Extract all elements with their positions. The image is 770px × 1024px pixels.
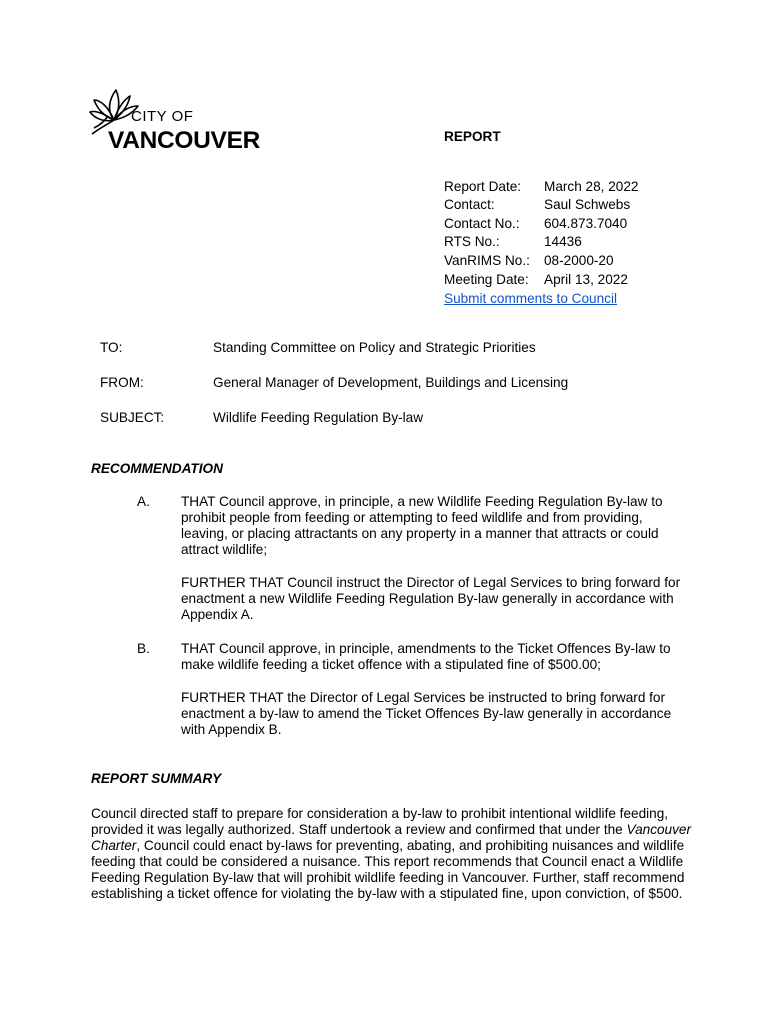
recommendation-heading: RECOMMENDATION xyxy=(91,461,223,476)
vanrims-no-value: 08-2000-20 xyxy=(544,253,614,268)
from-value: General Manager of Development, Buildings and Licensing xyxy=(213,375,569,390)
report-title: REPORT xyxy=(444,129,501,144)
logo-city-of-text: CITY OF xyxy=(131,108,194,125)
recommendation-a-paragraph-1: THAT Council approve, in principle, a new Wildlife Feeding Regulation By-law to prohibit people from feeding or attempting to feed wildlife and from providing, leaving, or placing attractants on any property in a manner that attracts or could attract wildlife; xyxy=(181,494,663,557)
recommendation-b-paragraph-1: THAT Council approve, in principle, amendments to the Ticket Offences By-law to make wildlife feeding a ticket offence with a stipulated fine of $500.00; xyxy=(181,641,671,672)
recommendation-a-letter: A. xyxy=(137,494,150,509)
contact-value: Saul Schwebs xyxy=(544,197,631,212)
summary-text-part-1: Council directed staff to prepare for consideration a by-law to prohibit intentional wildlife feeding, provided it was legally authorized. Staff undertook a review and confirmed that under the xyxy=(91,806,669,837)
rts-no-value: 14436 xyxy=(544,234,582,249)
vanrims-no-label: VanRIMS No.: xyxy=(444,253,530,268)
rts-no-label: RTS No.: xyxy=(444,234,500,249)
recommendation-b-paragraph-2: FURTHER THAT the Director of Legal Services be instructed to bring forward for enactment a by-law to amend the Ticket Offences By-law generally in accordance with Appendix B. xyxy=(181,690,672,737)
contact-no-value: 604.873.7040 xyxy=(544,216,628,231)
summary-text-part-2: , Council could enact by-laws for preventing, abating, and prohibiting nuisances and wildlife feeding that could be considered a nuisance. This report recommends that Council enact a Wildlife Feeding Regulation By-law that will prohibit wildlife feeding in Vancouver. Further, staff recommend establishing a ticket offence for violating the by-law with a stipulated fine, upon conviction, of $500. xyxy=(91,838,685,901)
summary-italic-vancouver-charter: Vancouver Charter xyxy=(91,822,691,853)
meeting-date-value: April 13, 2022 xyxy=(544,272,628,287)
submit-comments-link[interactable]: Submit comments to Council xyxy=(444,291,618,306)
subject-value: Wildlife Feeding Regulation By-law xyxy=(213,410,424,425)
recommendation-b-letter: B. xyxy=(137,641,150,656)
subject-label: SUBJECT: xyxy=(100,410,165,425)
report-summary-paragraph xyxy=(91,806,691,902)
to-value: Standing Committee on Policy and Strategic Priorities xyxy=(213,340,536,355)
from-label: FROM: xyxy=(100,375,144,390)
logo-vancouver-text: VANCOUVER xyxy=(108,127,261,154)
meeting-date-label: Meeting Date: xyxy=(444,272,529,287)
recommendation-a-paragraph-2: FURTHER THAT Council instruct the Director of Legal Services to bring forward for enactment a new Wildlife Feeding Regulation By-law generally in accordance with Appendix A. xyxy=(181,575,681,622)
to-label: TO: xyxy=(100,340,123,355)
report-summary-heading: REPORT SUMMARY xyxy=(91,771,222,786)
report-date-value: March 28, 2022 xyxy=(544,179,639,194)
report-date-label: Report Date: xyxy=(444,179,522,194)
city-of-vancouver-logo xyxy=(88,86,268,156)
contact-label: Contact: xyxy=(444,197,495,212)
contact-no-label: Contact No.: xyxy=(444,216,520,231)
